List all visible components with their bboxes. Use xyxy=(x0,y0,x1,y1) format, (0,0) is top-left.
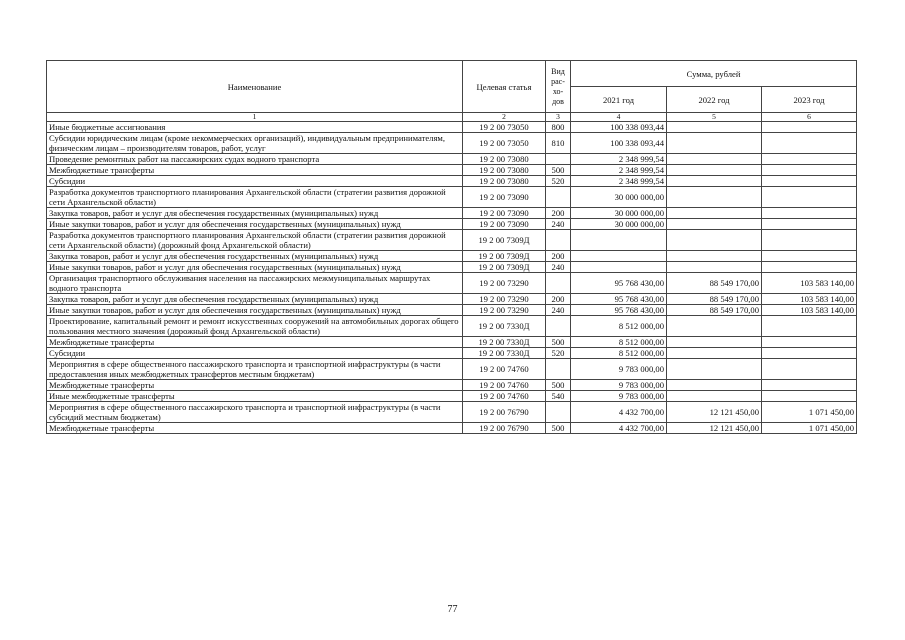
row-expense-kind: 500 xyxy=(546,337,571,348)
table-row xyxy=(47,294,857,305)
table-row xyxy=(47,208,857,219)
row-expense-kind xyxy=(546,230,571,251)
row-target-article: 19 2 00 74760 xyxy=(463,380,546,391)
row-sum-2023 xyxy=(762,348,857,359)
table-row xyxy=(47,122,857,133)
row-sum-2023 xyxy=(762,122,857,133)
row-sum-2021 xyxy=(571,230,667,251)
row-sum-2022 xyxy=(667,262,762,273)
row-target-article: 19 2 00 73050 xyxy=(463,133,546,154)
row-sum-2021: 4 432 700,00 xyxy=(571,402,667,423)
row-name: Закупка товаров, работ и услуг для обеспечения государственных (муниципальных) нужд xyxy=(47,208,463,219)
page-number: 77 xyxy=(447,604,458,615)
row-target-article: 19 2 00 74760 xyxy=(463,359,546,380)
row-sum-2022 xyxy=(667,219,762,230)
row-target-article: 19 2 00 7330Д xyxy=(463,316,546,337)
row-expense-kind xyxy=(546,154,571,165)
row-sum-2022: 88 549 170,00 xyxy=(667,294,762,305)
row-sum-2023: 103 583 140,00 xyxy=(762,273,857,294)
row-expense-kind xyxy=(546,402,571,423)
header-sum: Сумма, рублей xyxy=(571,61,857,87)
header-target-article: Целевая статья xyxy=(463,61,546,113)
row-target-article: 19 2 00 7330Д xyxy=(463,337,546,348)
row-expense-kind: 500 xyxy=(546,380,571,391)
row-sum-2022 xyxy=(667,359,762,380)
row-sum-2023 xyxy=(762,133,857,154)
row-name: Проведение ремонтных работ на пассажирских судах водного транспорта xyxy=(47,154,463,165)
row-name: Мероприятия в сфере общественного пассажирского транспорта и транспортной инфраструктуры (в части субсидий местным бюджетам) xyxy=(47,402,463,423)
row-target-article: 19 2 00 73290 xyxy=(463,273,546,294)
row-sum-2021 xyxy=(571,262,667,273)
row-sum-2022 xyxy=(667,176,762,187)
row-sum-2021: 95 768 430,00 xyxy=(571,273,667,294)
table-row xyxy=(47,348,857,359)
table-row xyxy=(47,337,857,348)
row-name: Иные закупки товаров, работ и услуг для обеспечения государственных (муниципальных) нужд xyxy=(47,305,463,316)
row-expense-kind xyxy=(546,273,571,294)
row-target-article: 19 2 00 7309Д xyxy=(463,230,546,251)
header-name: Наименование xyxy=(47,61,463,113)
row-target-article: 19 2 00 73090 xyxy=(463,208,546,219)
table-row xyxy=(47,391,857,402)
row-sum-2021: 30 000 000,00 xyxy=(571,219,667,230)
row-sum-2022 xyxy=(667,133,762,154)
row-expense-kind: 200 xyxy=(546,208,571,219)
row-name: Закупка товаров, работ и услуг для обеспечения государственных (муниципальных) нужд xyxy=(47,251,463,262)
row-sum-2021: 2 348 999,54 xyxy=(571,176,667,187)
row-target-article: 19 2 00 73090 xyxy=(463,219,546,230)
row-expense-kind: 240 xyxy=(546,262,571,273)
row-sum-2021: 8 512 000,00 xyxy=(571,316,667,337)
row-sum-2022: 12 121 450,00 xyxy=(667,423,762,434)
row-sum-2023 xyxy=(762,251,857,262)
row-sum-2023 xyxy=(762,165,857,176)
row-sum-2022: 88 549 170,00 xyxy=(667,273,762,294)
row-expense-kind: 520 xyxy=(546,176,571,187)
row-expense-kind xyxy=(546,187,571,208)
row-name: Субсидии xyxy=(47,348,463,359)
header-year-2022: 2022 год xyxy=(667,87,762,113)
column-number-row xyxy=(47,113,857,122)
row-expense-kind: 200 xyxy=(546,251,571,262)
row-sum-2021: 9 783 000,00 xyxy=(571,380,667,391)
row-sum-2023 xyxy=(762,187,857,208)
header-expense-kind: Вид рас- хо- дов xyxy=(546,61,571,113)
row-sum-2022 xyxy=(667,348,762,359)
row-sum-2021: 2 348 999,54 xyxy=(571,154,667,165)
row-expense-kind: 810 xyxy=(546,133,571,154)
row-sum-2022 xyxy=(667,316,762,337)
row-expense-kind: 540 xyxy=(546,391,571,402)
row-target-article: 19 2 00 73050 xyxy=(463,122,546,133)
row-sum-2022: 88 549 170,00 xyxy=(667,305,762,316)
row-name: Субсидии xyxy=(47,176,463,187)
row-sum-2022 xyxy=(667,154,762,165)
header-year-2023: 2023 год xyxy=(762,87,857,113)
row-name: Межбюджетные трансферты xyxy=(47,380,463,391)
row-sum-2022: 12 121 450,00 xyxy=(667,402,762,423)
table-row xyxy=(47,219,857,230)
row-target-article: 19 2 00 73080 xyxy=(463,154,546,165)
row-expense-kind: 500 xyxy=(546,423,571,434)
row-name: Мероприятия в сфере общественного пассажирского транспорта и транспортной инфраструктуры (в части предоставления иных межбюджетных трансфертов местным бюджетам) xyxy=(47,359,463,380)
row-target-article: 19 2 00 73080 xyxy=(463,165,546,176)
table-row xyxy=(47,176,857,187)
row-expense-kind xyxy=(546,316,571,337)
row-sum-2021: 100 338 093,44 xyxy=(571,122,667,133)
table-row xyxy=(47,316,857,337)
row-sum-2021: 8 512 000,00 xyxy=(571,337,667,348)
row-sum-2023: 103 583 140,00 xyxy=(762,305,857,316)
table-header xyxy=(47,61,857,122)
row-sum-2021: 9 783 000,00 xyxy=(571,391,667,402)
table-row xyxy=(47,230,857,251)
row-sum-2021: 4 432 700,00 xyxy=(571,423,667,434)
column-number: 5 xyxy=(667,113,762,122)
row-expense-kind: 800 xyxy=(546,122,571,133)
row-sum-2023 xyxy=(762,176,857,187)
row-name: Проектирование, капитальный ремонт и ремонт искусственных сооружений на автомобильных дорогах общего пользования местного значения (дорожный фонд Архангельской области) xyxy=(47,316,463,337)
row-target-article: 19 2 00 73290 xyxy=(463,294,546,305)
row-name: Разработка документов транспортного планирования Архангельской области (стратегии развития дорожной сети Архангельской области) xyxy=(47,187,463,208)
row-expense-kind xyxy=(546,359,571,380)
row-target-article: 19 2 00 73090 xyxy=(463,187,546,208)
column-number: 1 xyxy=(47,113,463,122)
table-row xyxy=(47,165,857,176)
table-body xyxy=(47,122,857,434)
row-target-article: 19 2 00 7309Д xyxy=(463,251,546,262)
row-sum-2022 xyxy=(667,380,762,391)
row-target-article: 19 2 00 73080 xyxy=(463,176,546,187)
row-target-article: 19 2 00 76790 xyxy=(463,423,546,434)
row-sum-2023 xyxy=(762,316,857,337)
row-name: Межбюджетные трансферты xyxy=(47,337,463,348)
row-sum-2023 xyxy=(762,208,857,219)
row-sum-2021 xyxy=(571,251,667,262)
row-sum-2022 xyxy=(667,251,762,262)
row-name: Иные межбюджетные трансферты xyxy=(47,391,463,402)
row-sum-2023 xyxy=(762,380,857,391)
row-expense-kind: 240 xyxy=(546,305,571,316)
header-year-2021: 2021 год xyxy=(571,87,667,113)
row-sum-2022 xyxy=(667,165,762,176)
table-row xyxy=(47,251,857,262)
row-sum-2021: 30 000 000,00 xyxy=(571,208,667,219)
column-number: 4 xyxy=(571,113,667,122)
table-row xyxy=(47,423,857,434)
row-sum-2022 xyxy=(667,391,762,402)
row-sum-2021: 95 768 430,00 xyxy=(571,305,667,316)
row-expense-kind: 240 xyxy=(546,219,571,230)
row-target-article: 19 2 00 7330Д xyxy=(463,348,546,359)
row-sum-2022 xyxy=(667,187,762,208)
row-sum-2022 xyxy=(667,208,762,219)
table-row xyxy=(47,273,857,294)
row-sum-2023 xyxy=(762,219,857,230)
row-target-article: 19 2 00 74760 xyxy=(463,391,546,402)
table-row xyxy=(47,187,857,208)
column-number: 6 xyxy=(762,113,857,122)
column-number: 3 xyxy=(546,113,571,122)
row-sum-2022 xyxy=(667,337,762,348)
row-target-article: 19 2 00 7309Д xyxy=(463,262,546,273)
row-sum-2021: 30 000 000,00 xyxy=(571,187,667,208)
row-sum-2023: 1 071 450,00 xyxy=(762,423,857,434)
row-name: Организация транспортного обслуживания населения на пассажирских межмуниципальных маршрутах водного транспорта xyxy=(47,273,463,294)
row-sum-2022 xyxy=(667,122,762,133)
row-expense-kind: 520 xyxy=(546,348,571,359)
row-sum-2023 xyxy=(762,262,857,273)
row-sum-2021: 100 338 093,44 xyxy=(571,133,667,154)
row-sum-2023 xyxy=(762,154,857,165)
table-row xyxy=(47,305,857,316)
table-row xyxy=(47,154,857,165)
row-sum-2021: 9 783 000,00 xyxy=(571,359,667,380)
row-name: Иные закупки товаров, работ и услуг для обеспечения государственных (муниципальных) нужд xyxy=(47,219,463,230)
row-sum-2021: 95 768 430,00 xyxy=(571,294,667,305)
row-sum-2021: 2 348 999,54 xyxy=(571,165,667,176)
row-target-article: 19 2 00 76790 xyxy=(463,402,546,423)
row-sum-2023 xyxy=(762,230,857,251)
table-row xyxy=(47,359,857,380)
table-row xyxy=(47,402,857,423)
column-number: 2 xyxy=(463,113,546,122)
row-name: Межбюджетные трансферты xyxy=(47,423,463,434)
row-sum-2023 xyxy=(762,391,857,402)
row-name: Субсидии юридическим лицам (кроме некоммерческих организаций), индивидуальным предпринимателям, физическим лицам – производителям товаров, работ, услуг xyxy=(47,133,463,154)
row-target-article: 19 2 00 73290 xyxy=(463,305,546,316)
table-row xyxy=(47,380,857,391)
table-row xyxy=(47,133,857,154)
row-name: Разработка документов транспортного планирования Архангельской области (стратегии развития дорожной сети Архангельской области) (дорожный фонд Архангельской области) xyxy=(47,230,463,251)
row-sum-2023 xyxy=(762,359,857,380)
row-sum-2023 xyxy=(762,337,857,348)
row-name: Иные бюджетные ассигнования xyxy=(47,122,463,133)
budget-table xyxy=(46,60,857,434)
row-name: Иные закупки товаров, работ и услуг для обеспечения государственных (муниципальных) нужд xyxy=(47,262,463,273)
row-sum-2021: 8 512 000,00 xyxy=(571,348,667,359)
row-sum-2023: 103 583 140,00 xyxy=(762,294,857,305)
row-name: Закупка товаров, работ и услуг для обеспечения государственных (муниципальных) нужд xyxy=(47,294,463,305)
row-sum-2022 xyxy=(667,230,762,251)
row-expense-kind: 200 xyxy=(546,294,571,305)
table-row xyxy=(47,262,857,273)
row-expense-kind: 500 xyxy=(546,165,571,176)
row-sum-2023: 1 071 450,00 xyxy=(762,402,857,423)
row-name: Межбюджетные трансферты xyxy=(47,165,463,176)
